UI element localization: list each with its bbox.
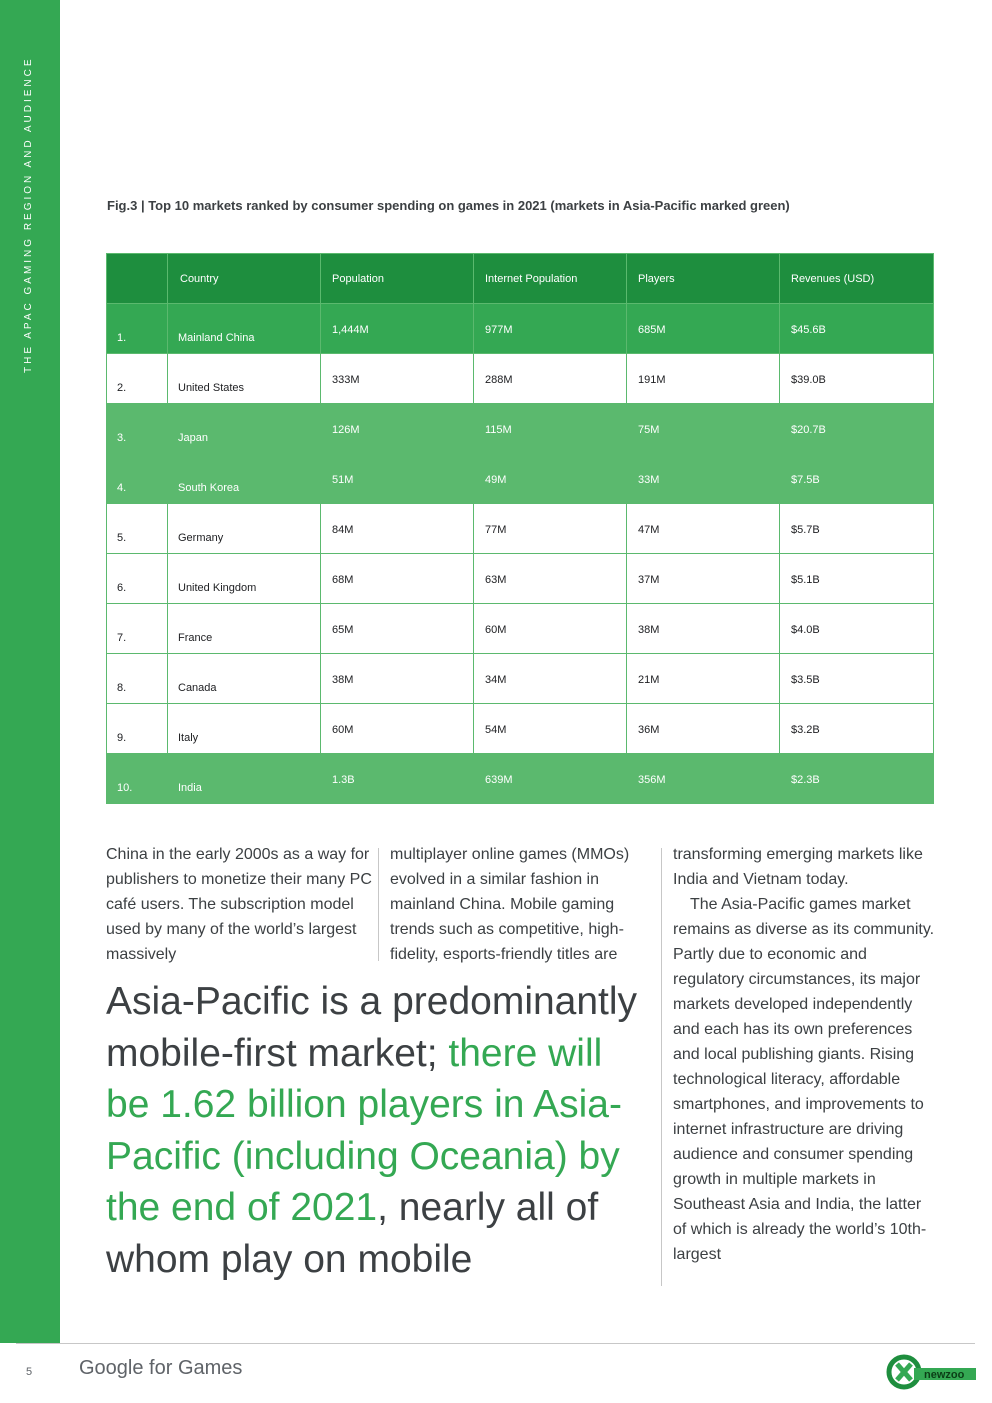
cell-rank [107, 554, 168, 604]
side-bar [0, 0, 60, 1343]
cell-country [168, 704, 321, 754]
cell-country-text: Mainland China [178, 332, 255, 344]
cell-rank [107, 754, 168, 804]
cell-revenue [780, 404, 934, 454]
cell-revenue-text: $20.7B [791, 424, 826, 436]
table-row [107, 604, 934, 654]
table-row [107, 654, 934, 704]
cell-revenue-text: $3.2B [791, 724, 820, 736]
cell-revenue [780, 604, 934, 654]
cell-rank-text: 6. [117, 582, 127, 594]
cell-revenue-text: $5.7B [791, 524, 820, 536]
table-row [107, 454, 934, 504]
table-row [107, 404, 934, 454]
cell-players-text: 47M [638, 524, 660, 536]
newzoo-logo-text: newzoo [924, 1369, 965, 1381]
cell-players [627, 554, 780, 604]
cell-rank [107, 404, 168, 454]
cell-country [168, 554, 321, 604]
cell-rank-text: 3. [117, 432, 127, 444]
cell-country-text: India [178, 782, 202, 794]
cell-players-text: 685M [638, 324, 666, 336]
table-row [107, 354, 934, 404]
cell-internet-population [474, 454, 627, 504]
header-population: Population [321, 254, 474, 304]
cell-rank [107, 354, 168, 404]
body-column-3-paragraph-1: transforming emerging markets like India and Vietnam today. [673, 846, 923, 888]
cell-population-text: 84M [332, 524, 354, 536]
cell-country [168, 504, 321, 554]
cell-country-text: United States [178, 382, 245, 394]
cell-revenue [780, 704, 934, 754]
cell-internet-population-text: 639M [485, 774, 513, 786]
cell-rank-text: 10. [117, 782, 133, 794]
cell-country-text: Japan [178, 432, 208, 444]
cell-revenue-text: $2.3B [791, 774, 820, 786]
cell-players [627, 404, 780, 454]
cell-internet-population-text: 63M [485, 574, 507, 586]
body-column-3 [673, 842, 935, 1267]
cell-players-text: 75M [638, 424, 660, 436]
cell-population [321, 404, 474, 454]
table-header-row [107, 254, 934, 304]
cell-rank [107, 604, 168, 654]
cell-internet-population-text: 34M [485, 674, 507, 686]
cell-players-text: 37M [638, 574, 660, 586]
cell-population-text: 68M [332, 574, 354, 586]
google-for-games-logo [79, 1357, 242, 1380]
cell-players [627, 704, 780, 754]
figure-caption: Fig.3 | Top 10 markets ranked by consumer spending on games in 2021 (markets in Asia-Pacific marked green) [107, 198, 790, 213]
cell-population [321, 554, 474, 604]
body-column-2: multiplayer online games (MMOs) evolved in a similar fashion in mainland China. Mobile gaming trends such as competitive, high-fidelity, esports-friendly titles are [390, 846, 630, 963]
cell-players [627, 454, 780, 504]
cell-country [168, 454, 321, 504]
table-row [107, 504, 934, 554]
cell-population-text: 38M [332, 674, 354, 686]
cell-country-text: Canada [178, 682, 217, 694]
cell-revenue [780, 454, 934, 504]
cell-internet-population-text: 49M [485, 474, 507, 486]
table-row [107, 304, 934, 354]
cell-revenue-text: $4.0B [791, 624, 820, 636]
header-rank [107, 254, 168, 304]
cell-internet-population [474, 354, 627, 404]
cell-population [321, 354, 474, 404]
section-label: THE APAC GAMING REGION AND AUDIENCE [23, 56, 34, 373]
cell-players-text: 36M [638, 724, 660, 736]
brand-google: Google [79, 1357, 144, 1379]
table-row [107, 704, 934, 754]
pull-quote-highlight: there will be 1.62 billion players in Asia-Pacific (including Oceania) by the end of 2021 [106, 1031, 622, 1229]
cell-country-text: United Kingdom [178, 582, 257, 594]
cell-country-text: Italy [178, 732, 199, 744]
cell-revenue [780, 754, 934, 804]
table-row [107, 754, 934, 804]
header-revenues: Revenues (USD) [780, 254, 934, 304]
cell-revenue-text: $7.5B [791, 474, 820, 486]
cell-internet-population [474, 554, 627, 604]
cell-population [321, 654, 474, 704]
cell-population [321, 604, 474, 654]
cell-internet-population-text: 77M [485, 524, 507, 536]
cell-internet-population-text: 54M [485, 724, 507, 736]
cell-population-text: 60M [332, 724, 354, 736]
cell-rank-text: 5. [117, 532, 127, 544]
cell-country-text: Germany [178, 532, 224, 544]
cell-population-text: 1,444M [332, 324, 369, 336]
cell-internet-population [474, 304, 627, 354]
cell-population [321, 504, 474, 554]
cell-country [168, 754, 321, 804]
cell-internet-population-text: 977M [485, 324, 513, 336]
cell-internet-population [474, 754, 627, 804]
cell-internet-population-text: 288M [485, 374, 513, 386]
cell-revenue [780, 304, 934, 354]
cell-rank [107, 454, 168, 504]
cell-rank-text: 2. [117, 382, 127, 394]
table-row [107, 554, 934, 604]
cell-revenue-text: $39.0B [791, 374, 826, 386]
cell-players [627, 754, 780, 804]
footer-divider [16, 1343, 975, 1344]
pull-quote-part-1: Asia-Pacific is a predominantly mobile-first market; [106, 980, 638, 1075]
cell-internet-population [474, 404, 627, 454]
body-column-3-paragraph-2: The Asia-Pacific games market remains as diverse as its community. Partly due to economic and regulatory circumstances, its major markets developed independently and each has its own preferences and local publishing giants. Rising technological literacy, affordable smartphones, and improvements to internet infrastructure are driving audience and consumer spending growth in multiple markets in Southeast Asia and India, the latter of which is already the world’s 10th-largest [673, 896, 935, 1263]
column-divider [378, 848, 379, 961]
body-column-1: China in the early 2000s as a way for publishers to monetize their many PC café users. The subscription model used by many of the world’s largest massively [106, 846, 372, 963]
cell-rank [107, 504, 168, 554]
page-number: 5 [26, 1366, 33, 1378]
cell-internet-population-text: 115M [485, 424, 512, 436]
cell-country-text: France [178, 632, 213, 644]
cell-internet-population-text: 60M [485, 624, 507, 636]
cell-players [627, 354, 780, 404]
cell-revenue [780, 554, 934, 604]
cell-players-text: 191M [638, 374, 666, 386]
cell-revenue-text: $5.1B [791, 574, 820, 586]
cell-country [168, 654, 321, 704]
cell-population-text: 51M [332, 474, 354, 486]
cell-rank-text: 9. [117, 732, 127, 744]
brand-games: for Games [143, 1357, 243, 1379]
cell-players [627, 504, 780, 554]
cell-country [168, 604, 321, 654]
cell-country [168, 354, 321, 404]
cell-population [321, 754, 474, 804]
cell-players-text: 21M [638, 674, 660, 686]
cell-internet-population [474, 504, 627, 554]
cell-country-text: South Korea [178, 482, 240, 494]
newzoo-logo [884, 1352, 978, 1392]
cell-population-text: 126M [332, 424, 360, 436]
cell-population-text: 1.3B [332, 774, 355, 786]
cell-population-text: 333M [332, 374, 360, 386]
cell-population [321, 704, 474, 754]
cell-revenue [780, 354, 934, 404]
markets-table [106, 253, 934, 804]
cell-players [627, 304, 780, 354]
cell-country [168, 304, 321, 354]
header-internet-population: Internet Population [474, 254, 627, 304]
cell-players-text: 356M [638, 774, 666, 786]
cell-revenue [780, 504, 934, 554]
cell-revenue-text: $3.5B [791, 674, 820, 686]
cell-players [627, 604, 780, 654]
cell-rank [107, 654, 168, 704]
cell-country [168, 404, 321, 454]
pull-quote-part-2: , nearly all of whom play on mobile [106, 1186, 599, 1281]
cell-internet-population [474, 654, 627, 704]
cell-rank-text: 1. [117, 332, 127, 344]
cell-players [627, 654, 780, 704]
header-country: Country [168, 254, 321, 304]
cell-rank-text: 7. [117, 632, 127, 644]
cell-internet-population [474, 704, 627, 754]
header-players: Players [627, 254, 780, 304]
cell-population [321, 454, 474, 504]
cell-players-text: 33M [638, 474, 660, 486]
cell-rank [107, 704, 168, 754]
cell-population-text: 65M [332, 624, 354, 636]
cell-players-text: 38M [638, 624, 660, 636]
pull-quote [106, 976, 651, 1285]
cell-rank-text: 8. [117, 682, 127, 694]
cell-revenue [780, 654, 934, 704]
column-divider [661, 848, 662, 1286]
cell-rank-text: 4. [117, 482, 127, 494]
cell-population [321, 304, 474, 354]
cell-internet-population [474, 604, 627, 654]
cell-revenue-text: $45.6B [791, 324, 826, 336]
cell-rank [107, 304, 168, 354]
